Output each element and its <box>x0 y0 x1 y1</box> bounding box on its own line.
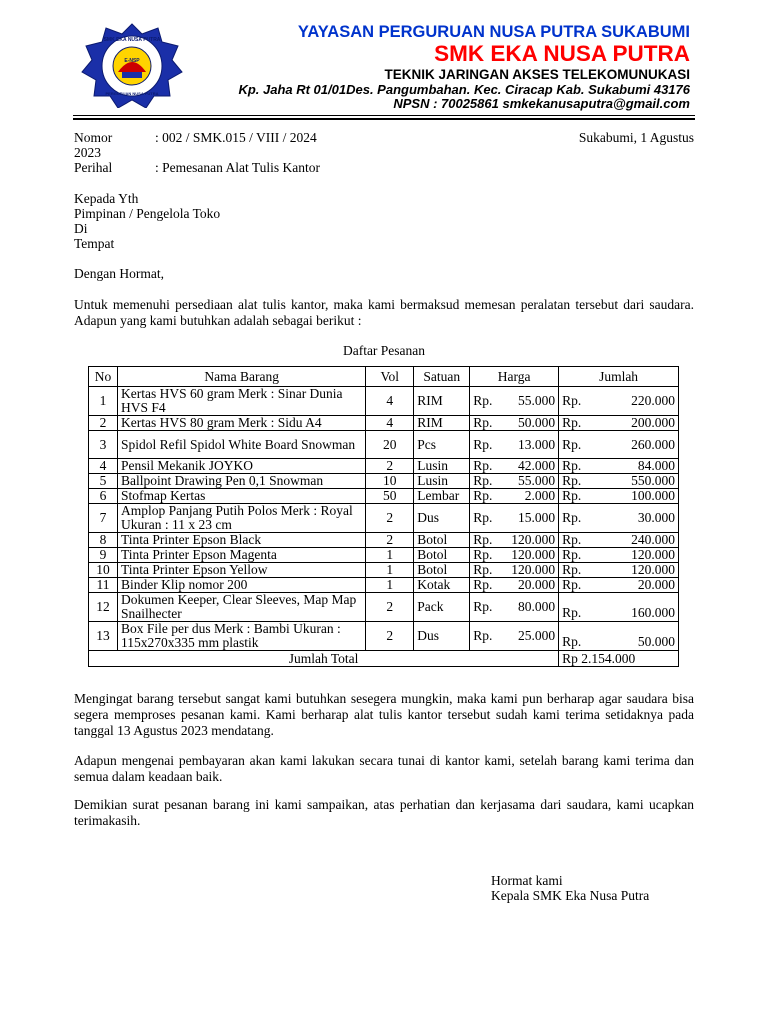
cell-price-value: 55.000 <box>518 393 556 408</box>
paragraph-urgency: Mengingat barang tersebut sangat kami butuhkan sesegera mungkin, maka kami pun berharap agar saudara bisa segera memproses pesanan kami. Kami berharap alat tulis kantor tersebut sudah kami terima setidaknya pada tanggal 13 Agustus 2023 mendatang. <box>74 691 694 738</box>
cell-item: Binder Klip nomor 200 <box>117 578 365 593</box>
cell-amount <box>559 459 679 474</box>
letterhead-rule <box>73 115 695 116</box>
cell-item: Tinta Printer Epson Black <box>117 533 365 548</box>
cell-vol: 2 <box>366 459 414 474</box>
cell-price <box>470 474 559 489</box>
cell-amount-value: 220.000 <box>631 393 675 408</box>
cell-unit: Kotak <box>414 578 470 593</box>
cell-amount <box>559 578 679 593</box>
cell-amount <box>559 593 679 622</box>
cell-vol: 1 <box>366 548 414 563</box>
cell-vol: 2 <box>366 504 414 533</box>
cell-unit: Lembar <box>414 489 470 504</box>
table-row <box>89 459 679 474</box>
currency-label: Rp. <box>562 577 582 592</box>
header-price: Harga <box>470 367 559 387</box>
cell-price <box>470 459 559 474</box>
currency-label: Rp. <box>562 415 582 430</box>
cell-price-value: 2.000 <box>524 488 556 503</box>
total-label: Jumlah Total <box>89 651 559 667</box>
cell-amount <box>559 474 679 489</box>
cell-price-value: 15.000 <box>518 510 556 525</box>
paragraph-payment: Adapun mengenai pembayaran akan kami lakukan secara tunai di kantor kami, setelah barang kami terima dan semua dalam keadaan baik. <box>74 753 694 784</box>
cell-price <box>470 533 559 548</box>
cell-item: Kertas HVS 80 gram Merk : Sidu A4 <box>117 416 365 431</box>
cell-price-value: 13.000 <box>518 436 556 452</box>
cell-amount-value: 120.000 <box>631 547 675 562</box>
cell-unit: Pack <box>414 593 470 622</box>
total-row <box>89 651 679 667</box>
cell-unit: Botol <box>414 533 470 548</box>
cell-item: Tinta Printer Epson Yellow <box>117 563 365 578</box>
table-row <box>89 387 679 416</box>
closing-title: Kepala SMK Eka Nusa Putra <box>491 888 650 903</box>
cell-vol: 2 <box>366 593 414 622</box>
cell-amount-value: 240.000 <box>631 532 675 547</box>
cell-no: 11 <box>89 578 118 593</box>
table-row <box>89 533 679 548</box>
currency-label: Rp. <box>473 532 493 547</box>
cell-price-value: 120.000 <box>511 562 556 577</box>
currency-label: Rp. <box>473 436 493 452</box>
header-amount: Jumlah <box>559 367 679 387</box>
header-item: Nama Barang <box>117 367 365 387</box>
paragraph-closing: Demikian surat pesanan barang ini kami sampaikan, atas perhatian dan kerjasama dari saudara, kami ucapkan terimakasih. <box>74 797 694 828</box>
perihal-value: : Pemesanan Alat Tulis Kantor <box>155 160 320 175</box>
cell-no: 12 <box>89 593 118 622</box>
table-row <box>89 431 679 459</box>
cell-amount <box>559 504 679 533</box>
cell-vol: 2 <box>366 622 414 651</box>
greeting: Dengan Hormat, <box>74 266 164 281</box>
currency-label: Rp. <box>473 488 493 503</box>
cell-price-value: 120.000 <box>511 547 556 562</box>
currency-label: Rp. <box>562 562 582 577</box>
currency-label: Rp. <box>562 547 582 562</box>
currency-label: Rp. <box>562 634 582 649</box>
cell-vol: 20 <box>366 431 414 459</box>
currency-label: Rp. <box>562 532 582 547</box>
logo-top-text: SMK EKA NUSA PUTRA <box>103 37 161 43</box>
cell-price <box>470 431 559 459</box>
table-row <box>89 593 679 622</box>
cell-price-value: 50.000 <box>518 415 556 430</box>
cell-price <box>470 416 559 431</box>
table-row <box>89 548 679 563</box>
cell-amount <box>559 533 679 548</box>
cell-vol: 50 <box>366 489 414 504</box>
logo-center-text: E-NSP <box>124 58 140 64</box>
currency-label: Rp. <box>562 458 582 473</box>
cell-price-value: 120.000 <box>511 532 556 547</box>
table-row <box>89 416 679 431</box>
nomor-wrap: 2023 <box>74 145 101 160</box>
currency-label: Rp. <box>473 458 493 473</box>
cell-amount-value: 30.000 <box>637 510 675 525</box>
cell-price-value: 55.000 <box>518 473 556 488</box>
school-name: SMK EKA NUSA PUTRA <box>434 41 690 66</box>
cell-amount-value: 160.000 <box>631 605 675 620</box>
cell-price <box>470 593 559 622</box>
currency-label: Rp. <box>562 605 582 620</box>
cell-no: 3 <box>89 431 118 459</box>
currency-label: Rp. <box>562 488 582 503</box>
cell-unit: Lusin <box>414 459 470 474</box>
header-no: No <box>89 367 118 387</box>
currency-label: Rp. <box>473 510 493 525</box>
cell-price-value: 80.000 <box>518 599 556 614</box>
cell-price <box>470 563 559 578</box>
currency-label: Rp. <box>473 562 493 577</box>
nomor-value: : 002 / SMK.015 / VIII / 2024 <box>155 130 317 145</box>
cell-item: Stofmap Kertas <box>117 489 365 504</box>
cell-amount <box>559 431 679 459</box>
cell-vol: 4 <box>366 416 414 431</box>
cell-no: 1 <box>89 387 118 416</box>
cell-price <box>470 622 559 651</box>
recipient-line-4: Tempat <box>74 236 115 251</box>
table-title: Daftar Pesanan <box>342 343 426 358</box>
cell-item: Amplop Panjang Putih Polos Merk : Royal Ukuran : 11 x 23 cm <box>117 504 365 533</box>
cell-vol: 1 <box>366 578 414 593</box>
cell-no: 5 <box>89 474 118 489</box>
cell-amount <box>559 563 679 578</box>
order-table <box>88 366 679 667</box>
cell-item: Kertas HVS 60 gram Merk : Sinar Dunia HVS F4 <box>117 387 365 416</box>
table-row <box>89 578 679 593</box>
cell-amount <box>559 387 679 416</box>
cell-price-value: 20.000 <box>518 577 556 592</box>
cell-unit: Dus <box>414 622 470 651</box>
school-logo <box>80 22 184 108</box>
cell-unit: Dus <box>414 504 470 533</box>
cell-item: Ballpoint Drawing Pen 0,1 Snowman <box>117 474 365 489</box>
currency-label: Rp. <box>562 510 582 525</box>
currency-label: Rp. <box>473 577 493 592</box>
intro-paragraph: Untuk memenuhi persediaan alat tulis kantor, maka kami bermaksud memesan peralatan tersebut dari saudara. Adapun yang kami butuhkan adalah sebagai berikut : <box>74 297 694 328</box>
school-address: Kp. Jaha Rt 01/01Des. Pangumbahan. Kec. Ciracap Kab. Sukabumi 43176 <box>238 82 690 97</box>
cell-price-value: 25.000 <box>518 628 556 643</box>
cell-no: 8 <box>89 533 118 548</box>
header-unit: Satuan <box>414 367 470 387</box>
cell-price <box>470 504 559 533</box>
cell-unit: Lusin <box>414 474 470 489</box>
cell-item: Pensil Mekanik JOYKO <box>117 459 365 474</box>
cell-amount-value: 20.000 <box>637 577 675 592</box>
table-row <box>89 622 679 651</box>
cell-no: 6 <box>89 489 118 504</box>
cell-vol: 4 <box>366 387 414 416</box>
total-value: Rp 2.154.000 <box>559 651 679 667</box>
table-row <box>89 489 679 504</box>
cell-price <box>470 489 559 504</box>
currency-label: Rp. <box>473 628 493 643</box>
cell-vol: 2 <box>366 533 414 548</box>
letterhead-rule-thick <box>73 118 695 120</box>
closing-salutation: Hormat kami <box>491 873 563 888</box>
department-name: TEKNIK JARINGAN AKSES TELEKOMUNUKASI <box>384 67 690 82</box>
cell-item: Tinta Printer Epson Magenta <box>117 548 365 563</box>
nomor-label: Nomor <box>74 130 113 145</box>
header-vol: Vol <box>366 367 414 387</box>
cell-price <box>470 387 559 416</box>
currency-label: Rp. <box>473 547 493 562</box>
cell-no: 13 <box>89 622 118 651</box>
table-header-row <box>89 367 679 387</box>
cell-amount-value: 84.000 <box>637 458 675 473</box>
cell-amount-value: 550.000 <box>631 473 675 488</box>
letter-date: Sukabumi, 1 Agustus <box>578 130 694 145</box>
table-row <box>89 563 679 578</box>
currency-label: Rp. <box>473 415 493 430</box>
cell-amount <box>559 489 679 504</box>
cell-unit: RIM <box>414 387 470 416</box>
table-row <box>89 504 679 533</box>
cell-amount <box>559 548 679 563</box>
recipient-line-1: Kepada Yth <box>74 191 139 206</box>
cell-amount-value: 260.000 <box>631 436 675 452</box>
currency-label: Rp. <box>562 436 582 452</box>
cell-amount-value: 200.000 <box>631 415 675 430</box>
table-row <box>89 474 679 489</box>
cell-item: Box File per dus Merk : Bambi Ukuran : 115x270x335 mm plastik <box>117 622 365 651</box>
perihal-label: Perihal <box>74 160 113 175</box>
cell-amount-value: 100.000 <box>631 488 675 503</box>
cell-price-value: 42.000 <box>518 458 556 473</box>
cell-no: 4 <box>89 459 118 474</box>
cell-price <box>470 548 559 563</box>
cell-no: 10 <box>89 563 118 578</box>
currency-label: Rp. <box>562 393 582 408</box>
cell-no: 9 <box>89 548 118 563</box>
cell-no: 2 <box>89 416 118 431</box>
cell-amount <box>559 622 679 651</box>
cell-item: Spidol Refil Spidol White Board Snowman <box>117 431 365 459</box>
cell-vol: 1 <box>366 563 414 578</box>
cell-amount <box>559 416 679 431</box>
cell-item: Dokumen Keeper, Clear Sleeves, Map Map Snailhecter <box>117 593 365 622</box>
cell-amount-value: 120.000 <box>631 562 675 577</box>
currency-label: Rp. <box>473 599 493 614</box>
cell-price <box>470 578 559 593</box>
foundation-name: YAYASAN PERGURUAN NUSA PUTRA SUKABUMI <box>297 23 690 41</box>
cell-unit: Botol <box>414 548 470 563</box>
school-contact: NPSN : 70025861 smkekanusaputra@gmail.com <box>393 96 690 111</box>
currency-label: Rp. <box>562 473 582 488</box>
cell-unit: Pcs <box>414 431 470 459</box>
currency-label: Rp. <box>473 473 493 488</box>
recipient-line-3: Di <box>74 221 88 236</box>
cell-vol: 10 <box>366 474 414 489</box>
cell-unit: Botol <box>414 563 470 578</box>
cell-amount-value: 50.000 <box>637 634 675 649</box>
currency-label: Rp. <box>473 393 493 408</box>
logo-bottom-text: PERGURUAN NUSA PUTRA <box>105 91 159 96</box>
cell-unit: RIM <box>414 416 470 431</box>
recipient-line-2: Pimpinan / Pengelola Toko <box>74 206 221 221</box>
cell-no: 7 <box>89 504 118 533</box>
